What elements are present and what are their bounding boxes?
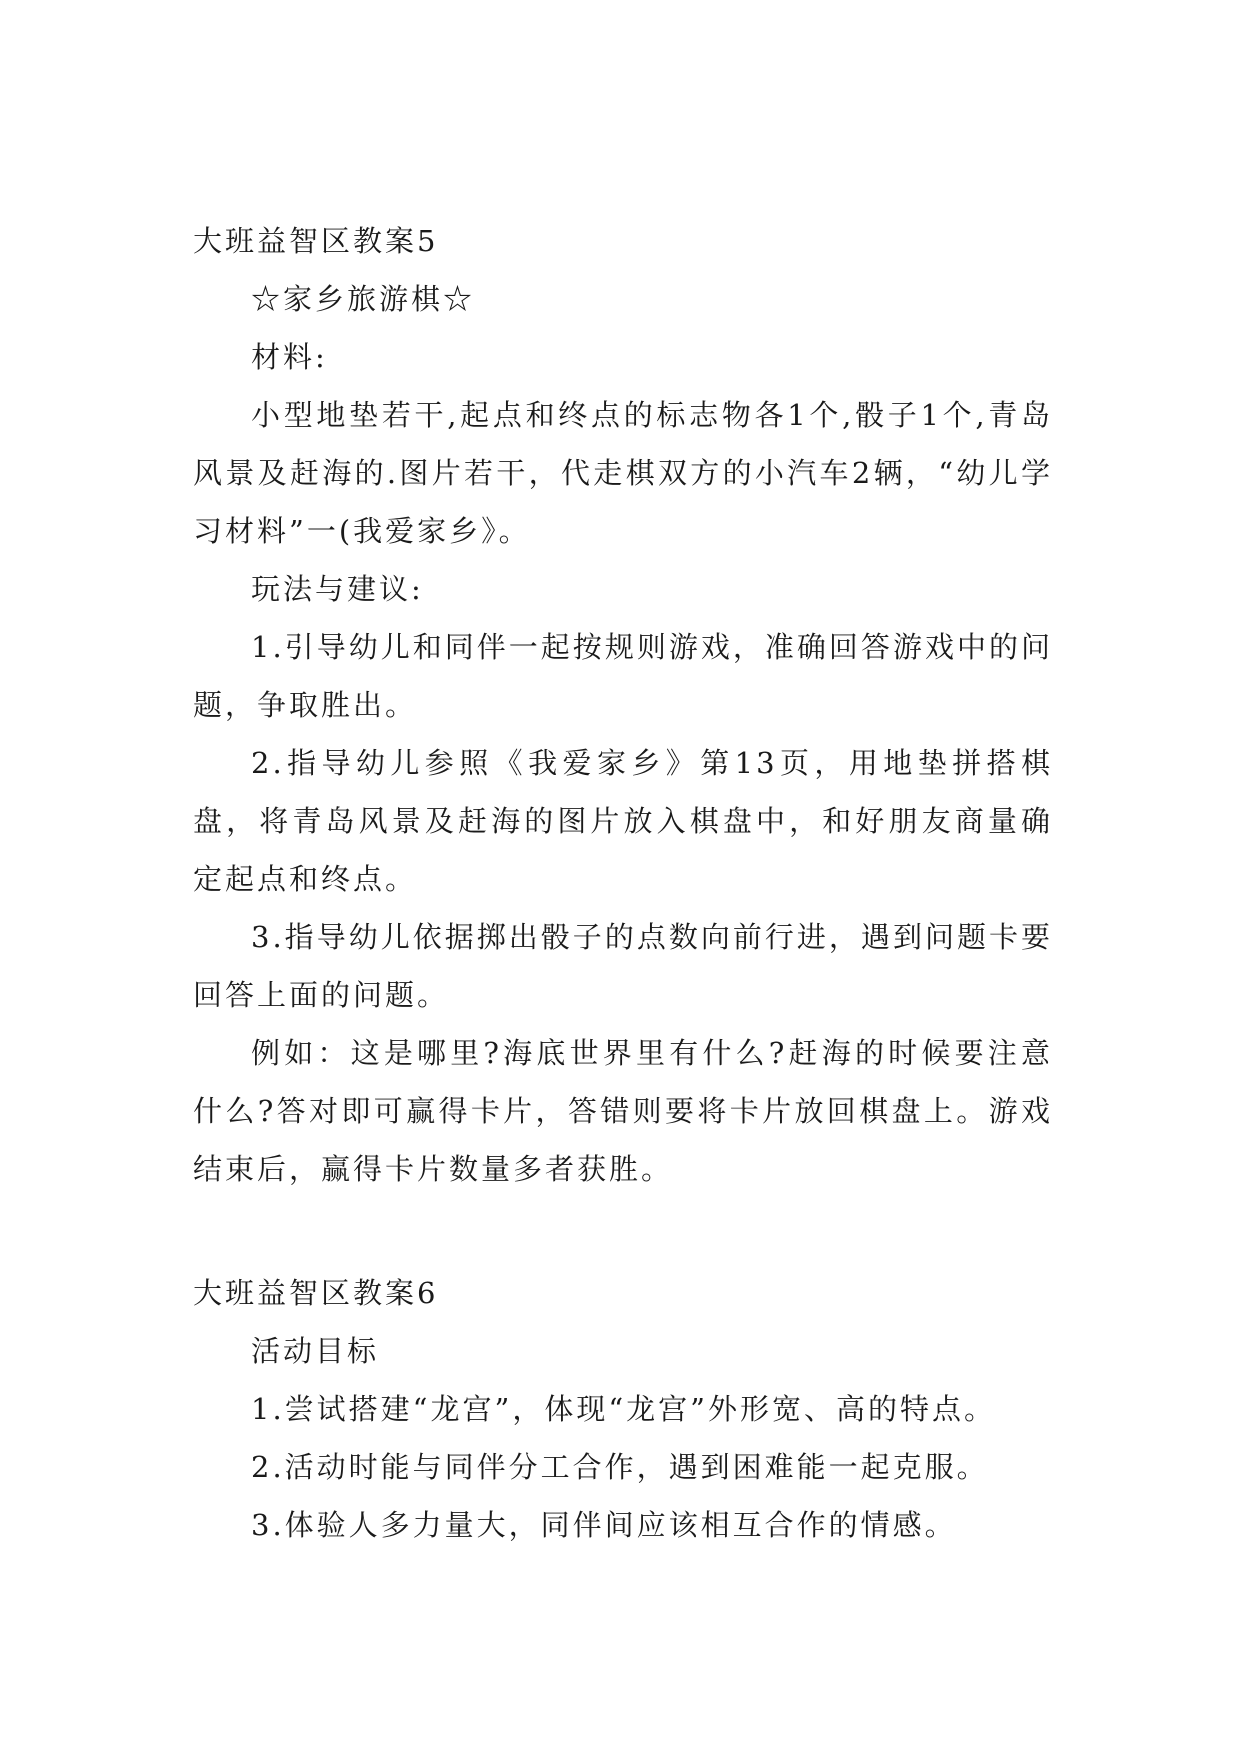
lesson-plan-5 [193, 212, 1053, 1198]
goal-item-3: 3.体验人多力量大，同伴间应该相互合作的情感。 [251, 1508, 957, 1542]
goal-item-2: 2.活动时能与同伴分工合作，遇到困难能一起克服。 [251, 1450, 989, 1484]
section-title: 大班益智区教案6 [193, 1276, 439, 1310]
gameplay-item-3: 3.指导幼儿依据掷出骰子的点数向前行进，遇到问题卡要回答上面的问题。 [193, 920, 1053, 1012]
goal-item-1: 1.尝试搭建“龙宫”，体现“龙宫”外形宽、高的特点。 [251, 1392, 996, 1426]
lesson-plan-6 [193, 1264, 1053, 1554]
activity-name: ☆家乡旅游棋☆ [251, 282, 476, 316]
materials-paragraph: 小型地垫若干,起点和终点的标志物各1个,骰子1个,青岛风景及赶海的.图片若干，代走棋双方的小汽车2辆，“幼儿学习材料”一(我爱家乡》。 [193, 398, 1053, 548]
gameplay-item-2: 2.指导幼儿参照《我爱家乡》第13页，用地垫拼搭棋盘，将青岛风景及赶海的图片放入棋盘中，和好朋友商量确定起点和终点。 [193, 746, 1053, 896]
goals-heading: 活动目标 [251, 1334, 380, 1368]
example-paragraph: 例如：这是哪里?海底世界里有什么?赶海的时候要注意什么?答对即可赢得卡片，答错则要将卡片放回棋盘上。游戏结束后，赢得卡片数量多者获胜。 [193, 1036, 1053, 1186]
gameplay-item-1: 1.引导幼儿和同伴一起按规则游戏，准确回答游戏中的问题，争取胜出。 [193, 630, 1053, 722]
section-title: 大班益智区教案5 [193, 224, 439, 258]
materials-heading: 材料: [251, 340, 328, 374]
gameplay-heading: 玩法与建议: [251, 572, 424, 606]
